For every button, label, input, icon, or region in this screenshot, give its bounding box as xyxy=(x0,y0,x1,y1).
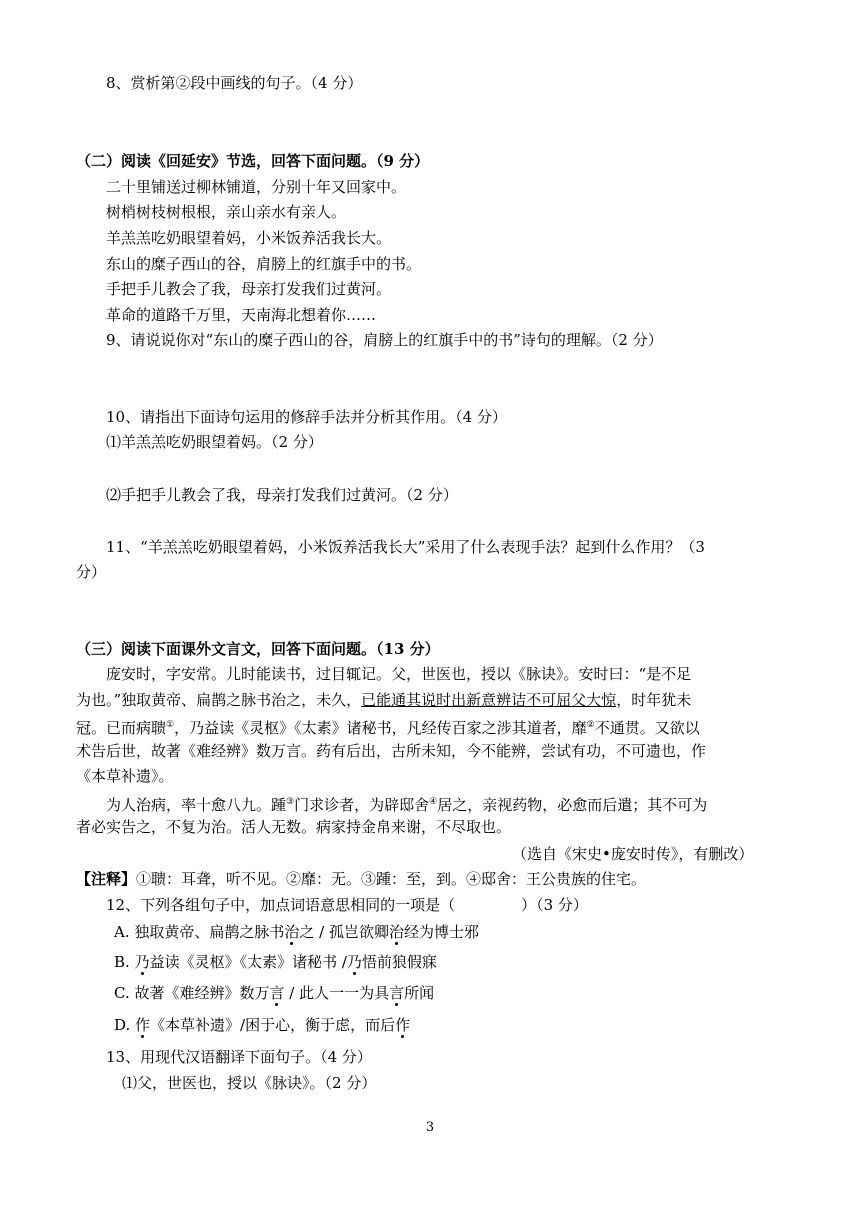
question-8: 8、赏析第②段中画线的句子。（4 分） xyxy=(106,74,363,92)
poem-line: 东山的糜子西山的谷，肩膀上的红旗手中的书。 xyxy=(106,255,422,273)
option-text: 悟前狼假寐 xyxy=(361,953,437,971)
question-10-part-2: ⑵手把手儿教会了我，母亲打发我们过黄河。（2 分） xyxy=(106,486,458,504)
passage-line xyxy=(76,714,700,739)
footnote-marker: ④ xyxy=(429,797,438,807)
option-text: 所闻 xyxy=(404,984,435,1002)
option-text: 《本草补遗》/困于心，衡于虑，而后 xyxy=(150,1016,396,1034)
section-2-title: （二）阅读《回延安》节选，回答下面问题。（9 分） xyxy=(76,152,430,170)
option-text: / 此人一一为具 xyxy=(284,984,390,1002)
dotted-word: 乃 xyxy=(346,953,362,971)
dotted-word: 治 xyxy=(388,923,404,941)
question-11-line-1: 11、“羊羔羔吃奶眼望着妈，小米饭养活我长大”采用了什么表现手法？起到什么作用？（3 xyxy=(106,538,705,556)
passage-text: ，乃益读《灵枢》《太素》诸秘书，凡经传百家之涉其道者，靡 xyxy=(174,719,587,737)
passage-text: 门求诊者，为辟邸舍 xyxy=(294,796,430,814)
question-13: 13、用现代汉语翻译下面句子。（4 分） xyxy=(106,1048,372,1066)
footnote-marker: ② xyxy=(586,720,595,730)
question-9: 9、请说说你对“东山的糜子西山的谷，肩膀上的红旗手中的书”诗句的理解。（2 分） xyxy=(106,331,663,349)
passage-line: 者必实告之，不复为治。活人无数。病家持金帛来谢，不尽取也。 xyxy=(76,818,512,836)
passage-text: 为人治病，率十愈八九。踵 xyxy=(106,796,287,814)
option-d xyxy=(114,1014,410,1036)
passage-text: ，时年犹未 xyxy=(616,691,692,709)
dotted-word: 言 xyxy=(269,984,285,1002)
option-text: A. 独取黄帝、扁鹊之脉书 xyxy=(114,923,285,941)
page-number: 3 xyxy=(425,1120,435,1135)
passage-text: 冠。已而病聩 xyxy=(76,719,167,737)
dotted-word: 治 xyxy=(284,923,300,941)
question-12-text: 12、下列各组句子中，加点词语意思相同的一项是（ xyxy=(106,896,456,914)
option-a xyxy=(114,921,479,943)
dotted-word: 作 xyxy=(135,1016,151,1034)
footnote-marker: ① xyxy=(166,720,175,730)
question-12 xyxy=(106,894,588,916)
notes-text: ①聩：耳聋，听不见。②靡：无。③踵：至，到。④邸舍：王公贵族的住宅。 xyxy=(136,870,647,888)
question-10: 10、请指出下面诗句运用的修辞手法并分析其作用。（4 分） xyxy=(106,408,507,426)
passage-line xyxy=(76,689,691,711)
option-text: D. xyxy=(114,1016,136,1034)
option-text: C. 故著《难经辨》数万 xyxy=(114,984,270,1002)
question-12-points: ）（3 分） xyxy=(521,896,588,914)
passage-line xyxy=(106,791,707,816)
source-citation: （选自《宋史•庞安时传》，有删改） xyxy=(512,845,754,863)
passage-text: 不通贯。又欲以 xyxy=(594,719,700,737)
dotted-word: 作 xyxy=(395,1016,411,1034)
passage-line: 庞安时，字安常。儿时能读书，过目辄记。父，世医也，授以《脉诀》。安时曰：“是不足 xyxy=(106,665,692,683)
notes-line xyxy=(76,868,646,890)
option-text: B. xyxy=(114,953,135,971)
passage-text: 为也。”独取黄帝、扁鹊之脉书治之，未久， xyxy=(76,691,362,709)
option-b xyxy=(114,951,437,973)
poem-line: 树梢树枝树根根，亲山亲水有亲人。 xyxy=(106,203,347,221)
option-text: 经为博士邪 xyxy=(404,923,480,941)
question-13-part-1: ⑴父，世医也，授以《脉诀》。（2 分） xyxy=(122,1074,377,1092)
option-c xyxy=(114,982,434,1004)
poem-line: 羊羔羔吃奶眼望着妈，小米饭养活我长大。 xyxy=(106,229,392,247)
passage-line: 《本草补遗》。 xyxy=(76,767,174,785)
notes-label: 【注释】 xyxy=(76,870,137,888)
section-3-title: （三）阅读下面课外文言文，回答下面问题。（13 分） xyxy=(76,640,440,658)
poem-line: 二十里铺送过柳林铺道，分别十年又回家中。 xyxy=(106,178,407,196)
dotted-word: 乃 xyxy=(134,953,150,971)
option-text: 之 / 孤岂欲卿 xyxy=(299,923,389,941)
option-text: 益读《灵枢》《太素》诸秘书 / xyxy=(149,953,347,971)
passage-text: 居之，亲视药物，必愈而后遣；其不可为 xyxy=(437,796,708,814)
dotted-word: 言 xyxy=(389,984,405,1002)
passage-line: 术告后世，故著《难经辨》数万言。药有后出，古所未知，今不能辨，尝试有功，不可遗也，作 xyxy=(76,742,707,760)
poem-line: 革命的道路千万里，天南海北想着你…… xyxy=(106,306,377,324)
underlined-sentence: 已能通其说时出新意辨诘不可屈父大惊 xyxy=(361,691,617,709)
footnote-marker: ③ xyxy=(286,797,295,807)
question-10-part-1: ⑴羊羔羔吃奶眼望着妈。（2 分） xyxy=(106,433,323,451)
question-11-line-2: 分） xyxy=(76,563,107,581)
poem-line: 手把手儿教会了我，母亲打发我们过黄河。 xyxy=(106,280,392,298)
